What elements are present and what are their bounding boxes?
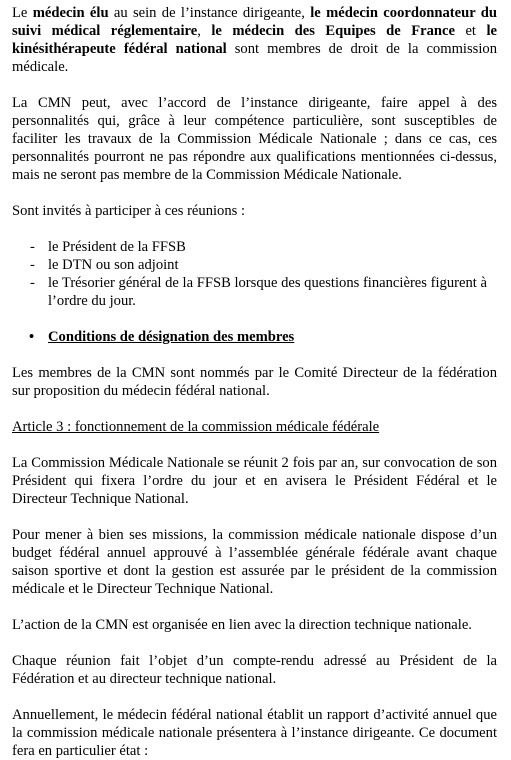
article-3-title-text: Article 3 : fonctionnement de la commission médicale fédérale <box>12 419 380 435</box>
paragraph-invites-intro: Sont invités à participer à ces réunions : <box>12 203 246 219</box>
spacer <box>12 508 497 526</box>
list-item: - le Président de la FFSB <box>12 238 497 256</box>
paragraph-action-cmn: L’action de la CMN est organisée en lien avec la direction technique nationale. <box>12 617 472 633</box>
spacer <box>12 634 497 652</box>
list-item: - le DTN ou son adjoint <box>12 256 497 274</box>
text-run: sont membres de droit de la commission médicale. <box>12 41 497 75</box>
invites-list <box>12 238 497 310</box>
section-heading-text: Conditions de désignation des membres <box>48 329 295 345</box>
paragraph-rapport-annuel: Annuellement, le médecin fédéral national établit un rapport d’activité annuel que la commission médicale nationale présentera à l’instance dirigeante. Ce document fera en particulier état : <box>12 707 497 759</box>
paragraph-nomination: Les membres de la CMN sont nommés par le Comité Directeur de la fédération sur proposition du médecin fédéral national. <box>12 365 497 399</box>
spacer <box>12 400 497 418</box>
spacer <box>12 76 497 94</box>
bold-medecin-elu: médecin élu <box>32 5 109 21</box>
spacer <box>12 598 497 616</box>
text-run: Le <box>12 5 33 21</box>
bold-medecin-equipes-france: le médecin des Equipes de France <box>211 23 455 39</box>
bold-kinesitherapeute: le kinésithérapeute fédéral national <box>12 23 497 57</box>
text-run: , <box>197 23 212 39</box>
paragraph-membres-de-droit <box>12 4 497 76</box>
spacer <box>12 436 497 454</box>
bullet-icon: • <box>29 329 35 345</box>
bold-medecin-coordonnateur: le médecin coordonnateur du suivi médical réglementaire <box>12 5 497 39</box>
document-page <box>12 4 497 760</box>
article-3-title <box>12 418 497 436</box>
paragraph-budget: Pour mener à bien ses missions, la commission médicale nationale dispose d’un budget fédéral annuel approuvé à l’assemblée générale fédérale avant chaque saison sportive et dont la gestion est assurée par le président de la commission médicale et le Directeur Technique National. <box>12 527 497 597</box>
spacer <box>12 310 497 328</box>
spacer <box>12 346 497 364</box>
paragraph-compte-rendu: Chaque réunion fait l’objet d’un compte-rendu adressé au Président de la Fédération et au directeur technique national. <box>12 653 497 687</box>
list-item: - le Trésorier général de la FFSB lorsque des questions financières figurent à l’ordre du jour. <box>12 274 497 310</box>
paragraph-personnalites: La CMN peut, avec l’accord de l’instance dirigeante, faire appel à des personnalités qui, grâce à leur compétence particulière, sont susceptibles de faciliter les travaux de la Commission Médicale Nationale ; dans ce cas, ces personnalités pourront ne pas répondre aux qualifications mentionnées ci-dessus, mais ne seront pas membre de la Commission Médicale Nationale. <box>12 95 497 183</box>
section-heading-conditions <box>12 328 497 346</box>
text-run: et <box>454 23 487 39</box>
paragraph-reunions: La Commission Médicale Nationale se réunit 2 fois par an, sur convocation de son Président qui fixera l’ordre du jour et en avisera le Président Fédéral et le Directeur Technique National. <box>12 455 497 507</box>
spacer <box>12 220 497 238</box>
text-run: au sein de l’instance dirigeante, <box>108 5 311 21</box>
spacer <box>12 184 497 202</box>
spacer <box>12 688 497 706</box>
